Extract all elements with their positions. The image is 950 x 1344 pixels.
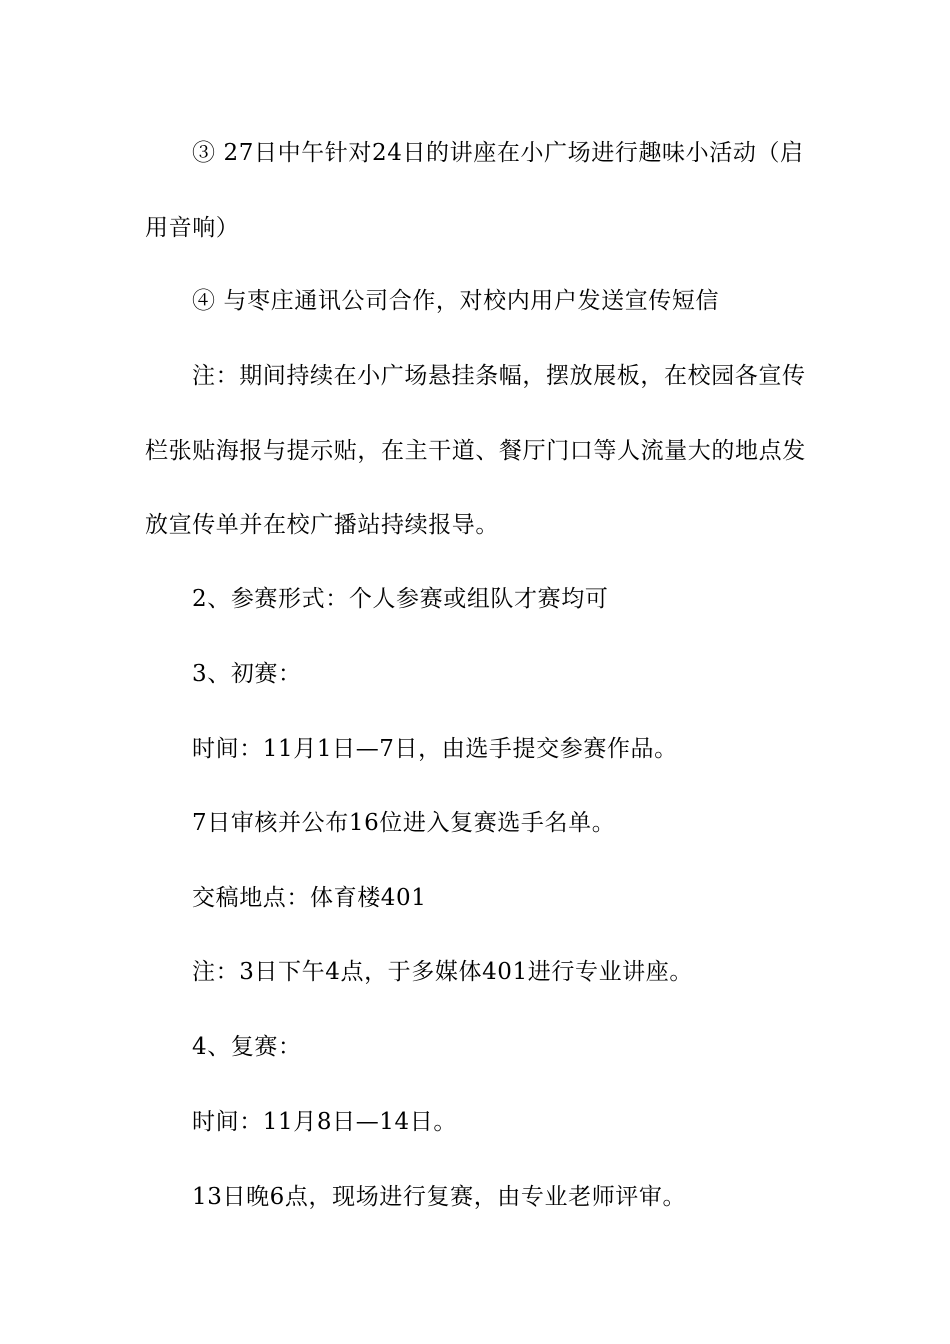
paragraph-review-list: 7日审核并公布16位进入复赛选手名单。 (192, 810, 616, 836)
paragraph-entry-format: 2、参赛形式：个人参赛或组队才赛均可 (192, 586, 609, 612)
heading-preliminary: 3、初赛： (192, 661, 302, 687)
paragraph-submission-location: 交稿地点：体育楼401 (192, 885, 427, 911)
paragraph-note-promotion: 注：期间持续在小广场悬挂条幅，摆放展板，在校园各宣传栏张贴海报与提示贴，在主干道、餐厅门口等人流量大的地点发放宣传单并在校广播站持续报导。 (145, 363, 806, 538)
paragraph-semifinal-time: 时间：11月8日—14日。 (192, 1109, 457, 1135)
paragraph-activity-27: ③ 27日中午针对24日的讲座在小广场进行趣味小活动（启用音响） (145, 140, 804, 241)
paragraph-sms-cooperation: ④ 与枣庄通讯公司合作，对校内用户发送宣传短信 (192, 288, 720, 314)
heading-semifinal: 4、复赛： (192, 1034, 302, 1060)
paragraph-semifinal-review: 13日晚6点，现场进行复赛，由专业老师评审。 (192, 1184, 687, 1210)
paragraph-note-lecture: 注：3日下午4点，于多媒体401进行专业讲座。 (192, 959, 693, 985)
paragraph-preliminary-time: 时间：11月1日—7日，由选手提交参赛作品。 (192, 736, 678, 762)
